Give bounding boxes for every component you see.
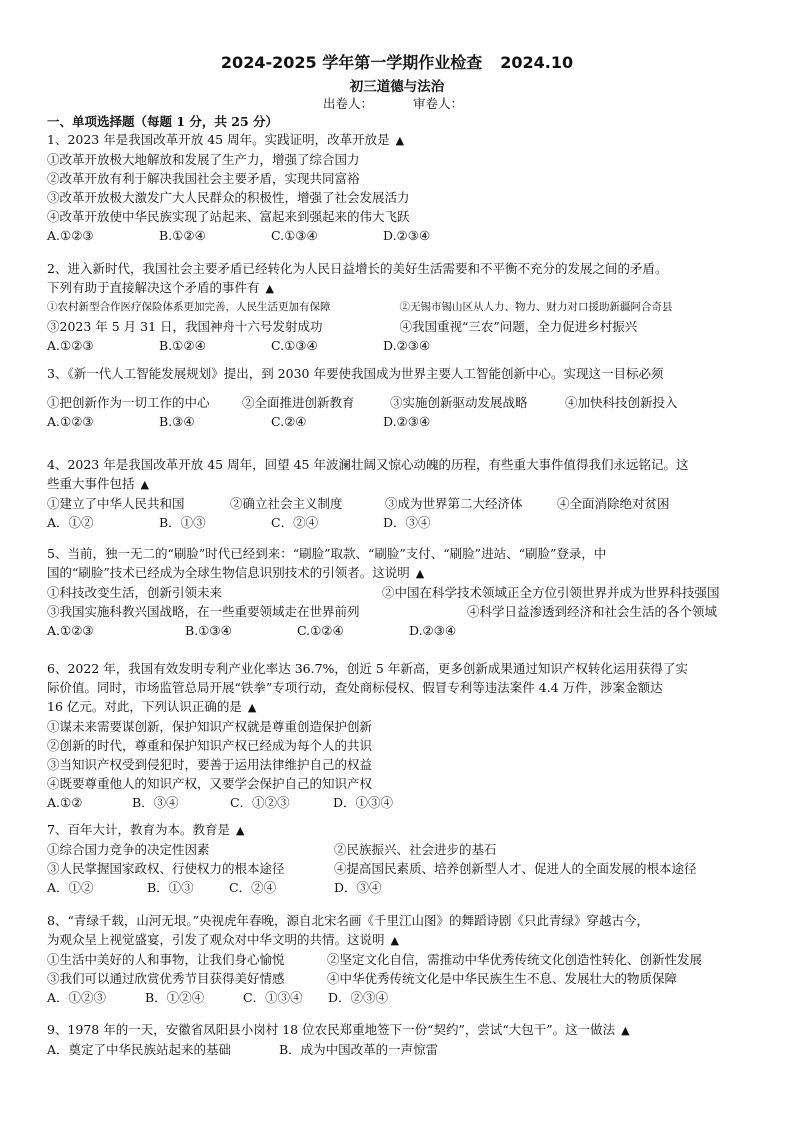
question-7-option: ②民族振兴、社会进步的基石: [334, 842, 497, 857]
question-8-option: ③我们可以通过欣赏优秀节目获得美好情感: [47, 971, 285, 986]
question-9: [47, 1020, 752, 1059]
question-4-option: ④全面消除绝对贫困: [557, 496, 670, 511]
question-6-option: ①谋未来需要谋创新，保护知识产权就是尊重创造保护创新: [47, 719, 373, 734]
question-1-answers: [47, 226, 752, 245]
question-1-stem: 1、2023 年是我国改革开放 45 周年。实践证明，改革开放是: [47, 132, 390, 147]
answer-choice-b: B．③④: [132, 795, 179, 810]
reviewer-label: 审卷人：: [413, 96, 464, 111]
question-8-answers: [47, 988, 752, 1007]
question-7-option: ③人民掌握国家政权、行使权力的根本途径: [47, 861, 285, 876]
answer-choice-c: C．②④: [271, 515, 319, 530]
exam-date: 2024.10: [500, 53, 574, 72]
question-2-option: ③2023 年 5 月 31 日，我国神舟十六号发射成功: [47, 319, 323, 334]
answer-choice-a: A．①②: [47, 880, 94, 895]
question-5-stem: 5、当前，独一无二的“刷脸”时代已经到来：“刷脸”取款、“刷脸”支付、“刷脸”进站、“刷脸”登录，中: [47, 546, 607, 561]
question-3-option: ①把创新作为一切工作的中心: [47, 395, 210, 410]
question-2-option: ①农村新型合作医疗保险体系更加完善，人民生活更加有保障: [47, 301, 331, 313]
question-5-option: ②中国在科学技术领域正全方位引领世界并成为世界科技强国: [382, 585, 720, 600]
question-4: [47, 455, 752, 532]
question-8-stem: 8、“青绿千载，山河无垠。”央视虎年春晚，源自北宋名画《千里江山图》的舞蹈诗剧《只此青绿》穿越古今，: [47, 913, 649, 928]
question-7-option: ①综合国力竞争的决定性因素: [47, 842, 210, 857]
answer-choice-d: D．③④: [383, 515, 431, 530]
question-2-option: ②无锡市锡山区从人力、物力、财力对口援助新疆阿合奇县: [399, 301, 673, 313]
question-5-option: ①科技改变生活，创新引领未来: [47, 585, 223, 600]
answer-choice-c: C．①②③: [230, 795, 290, 810]
authors-line: [323, 94, 463, 112]
subject-title: 初三道德与法治: [349, 79, 445, 95]
answer-choice-d: D.②③④: [383, 414, 431, 429]
answer-choice-a: A.①②: [47, 795, 83, 810]
question-4-option: ①建立了中华人民共和国: [47, 496, 185, 511]
answer-marker: ▲: [247, 701, 257, 714]
question-9-stem: 9、1978 年的一天，安徽省凤阳县小岗村 18 位农民郑重地签下一份“契约”，尝试“大包干”。这一做法: [47, 1022, 616, 1037]
answer-choice-c: C．①③④: [243, 990, 303, 1005]
answer-choice-d: D.②③④: [409, 623, 457, 638]
answer-choice-b: B.①②④: [159, 338, 206, 353]
exam-title: 2024-2025 学年第一学期作业检查: [220, 53, 483, 72]
question-7-answers: [47, 878, 752, 897]
answer-choice-b: B.①③④: [185, 623, 232, 638]
question-8-option: ①生活中美好的人和事物，让我们身心愉悦: [47, 952, 285, 967]
question-3: [47, 364, 752, 431]
question-5-stem-cont: 国的“刷脸”技术已经成为全球生物信息识别技术的引领者。这说明: [47, 565, 410, 580]
answer-choice-c: C.①②④: [297, 623, 344, 638]
question-5-option: ④科学日益渗透到经济和社会生活的各个领域: [467, 604, 718, 619]
question-3-option: ③实施创新驱动发展战略: [390, 395, 528, 410]
answer-choice-b: B.①②④: [159, 228, 206, 243]
answer-choice-b: B．①③: [147, 880, 194, 895]
question-1: [47, 130, 752, 245]
answer-choice-c: C.①③④: [271, 338, 318, 353]
answer-choice-c: C.②④: [271, 414, 307, 429]
question-2: [47, 259, 752, 355]
question-6-option: ②创新的时代，尊重和保护知识产权已经成为每个人的共识: [47, 738, 373, 753]
answer-choice-c: C.①③④: [271, 228, 318, 243]
question-6-option: ④既要尊重他人的知识产权，又要学会保护自己的知识产权: [47, 776, 373, 791]
question-7: [47, 820, 752, 897]
question-4-option: ②确立社会主义制度: [230, 496, 343, 511]
question-4-option: ③成为世界第二大经济体: [385, 496, 523, 511]
answer-marker: ▲: [235, 824, 245, 837]
question-4-stem-cont: 些重大事件包括: [47, 476, 135, 491]
question-6-option: ③当知识产权受到侵犯时，要善于运用法律维护自己的权益: [47, 757, 373, 772]
question-1-option: ③改革开放极大激发广大人民群众的积极性，增强了社会发展活力: [47, 190, 410, 205]
question-6-stem: 6、2022 年，我国有效发明专利产业化率达 36.7%，创近 5 年新高，更多创新成果通过知识产权转化运用获得了实: [47, 661, 688, 676]
question-2-answers: [47, 336, 752, 355]
answer-choice-d: D．②③④: [328, 990, 389, 1005]
answer-choice-a: A.①②③: [47, 414, 94, 429]
answer-choice-c: C．②④: [229, 880, 277, 895]
question-8: [47, 911, 752, 1007]
answer-choice-b: B.③④: [159, 414, 195, 429]
question-6-stem-end: 16 亿元。对此，下列认识正确的是: [47, 699, 242, 714]
question-2-stem: 2、进入新时代，我国社会主要矛盾已经转化为人民日益增长的美好生活需要和不平衡不充分的发展之间的矛盾。: [47, 261, 668, 276]
answer-marker: ▲: [621, 1024, 630, 1037]
question-9-option-b: B．成为中国改革的一声惊雷: [279, 1042, 439, 1057]
answer-choice-a: A．①②: [47, 515, 94, 530]
question-5-option: ③我国实施科教兴国战略，在一些重要领域走在世界前列: [47, 604, 360, 619]
answer-marker: ▲: [415, 567, 425, 580]
question-4-stem: 4、2023 年是我国改革开放 45 周年，回望 45 年波澜壮阔又惊心动魄的历程，有些重大事件值得我们永远铭记。这: [47, 457, 689, 472]
question-2-stem-cont: 下列有助于直接解决这个矛盾的事件有: [47, 280, 260, 295]
question-4-answers: [47, 513, 752, 532]
answer-choice-b: B．①②④: [145, 990, 205, 1005]
question-8-option: ②坚定文化自信，需推动中华优秀传统文化创造性转化、创新性发展: [327, 952, 703, 967]
section-title: 一、单项选择题（每题 1 分，共 25 分）: [47, 114, 279, 129]
answer-marker: ▲: [395, 134, 405, 147]
question-3-option: ④加快科技创新投入: [565, 395, 678, 410]
question-1-option: ①改革开放极大地解放和发展了生产力，增强了综合国力: [47, 152, 360, 167]
answer-choice-a: A.①②③: [47, 228, 94, 243]
answer-choice-a: A.①②③: [47, 338, 94, 353]
question-7-stem: 7、百年大计，教育为本。教育是: [47, 822, 230, 837]
question-6: [47, 659, 752, 812]
answer-choice-d: D.②③④: [383, 228, 431, 243]
answer-choice-d: D．③④: [334, 880, 382, 895]
question-8-stem-cont: 为观众呈上视觉盛宴，引发了观众对中华文明的共情。这说明: [47, 932, 385, 947]
answer-marker: ▲: [390, 934, 399, 947]
question-2-option: ④我国重视“三农”问题，全力促进乡村振兴: [399, 319, 638, 334]
question-6-answers: [47, 793, 752, 812]
answer-choice-d: D.②③④: [383, 338, 431, 353]
question-3-option: ②全面推进创新教育: [242, 395, 355, 410]
answer-choice-a: A.①②③: [47, 623, 94, 638]
answer-marker: ▲: [140, 478, 149, 491]
question-5: [47, 544, 752, 640]
answer-marker: ▲: [265, 282, 274, 295]
question-1-option: ④改革开放使中华民族实现了站起来、富起来到强起来的伟大飞跃: [47, 209, 410, 224]
question-9-option-a: A．奠定了中华民族站起来的基础: [47, 1042, 232, 1057]
question-1-option: ②改革开放有利于解决我国社会主要矛盾，实现共同富裕: [47, 171, 360, 186]
question-5-answers: [47, 621, 752, 640]
answer-choice-d: D．①③④: [333, 795, 394, 810]
question-7-option: ④提高国民素质、培养创新型人才、促进人的全面发展的根本途径: [334, 861, 697, 876]
answer-choice-b: B．①③: [159, 515, 206, 530]
question-3-stem: 3、《新一代人工智能发展规划》提出，到 2030 年要使我国成为世界主要人工智能创新中心。实现这一目标必须: [47, 366, 664, 381]
setter-label: 出卷人：: [323, 96, 374, 111]
answer-choice-a: A．①②③: [47, 990, 107, 1005]
question-6-stem-cont: 际价值。同时，市场监管总局开展“铁拳”专项行动，查处商标侵权、假冒专利等违法案件 4.4 万件，涉案金额达: [47, 680, 663, 695]
page-title: [0, 50, 794, 73]
question-3-answers: [47, 412, 752, 431]
question-8-option: ④中华优秀传统文化是中华民族生生不息、发展壮大的物质保障: [327, 971, 678, 986]
